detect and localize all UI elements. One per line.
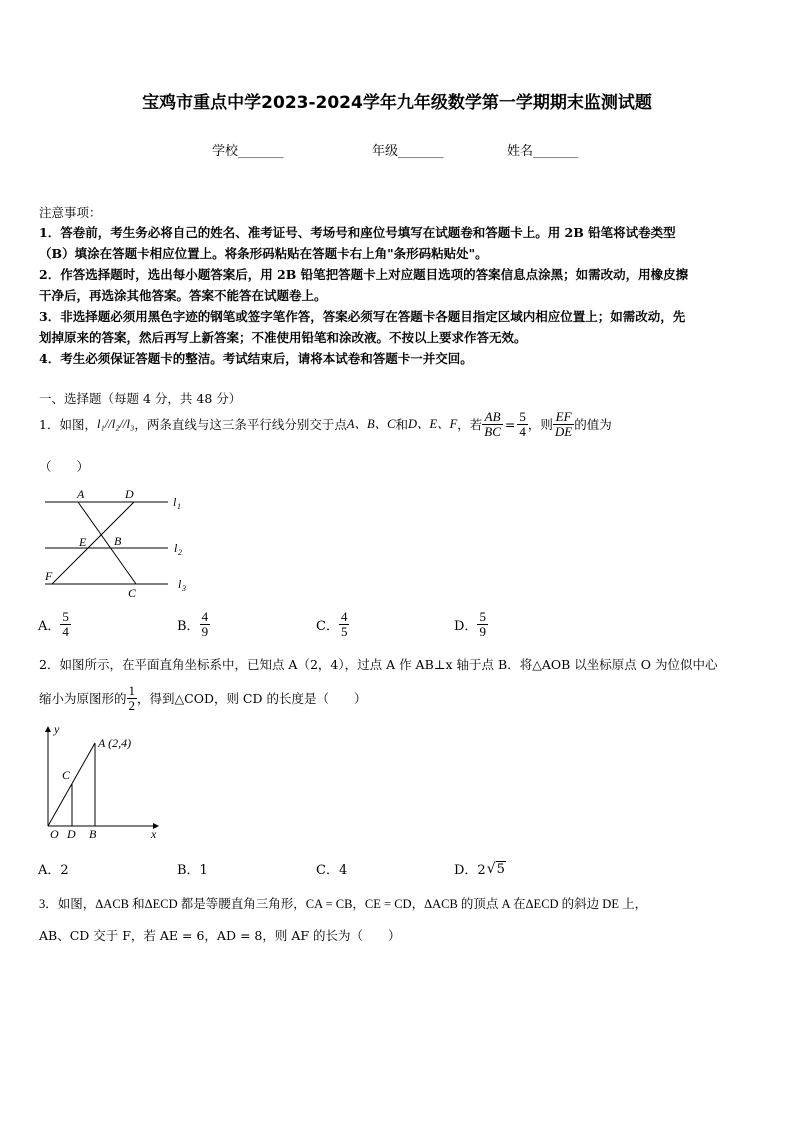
page-title: 宝鸡市重点中学2023-2024学年九年级数学第一学期期末监测试题 (142, 93, 652, 113)
q1-ask-fraction: $\frac{EF}{DE}$ (554, 409, 573, 439)
option-label: D． (454, 619, 478, 634)
option-fraction: $\frac{5}{4}$ (62, 609, 69, 639)
label-l2-sub: 2 (178, 548, 182, 557)
q2-option-c[interactable]: C．4 (316, 863, 348, 878)
label-d: D (125, 487, 134, 501)
option-label: B． (177, 619, 200, 634)
q2-option-d[interactable] (454, 859, 506, 878)
q1-text: 的值为 (574, 417, 612, 432)
q1-option-d[interactable] (454, 610, 488, 639)
label-x: x (151, 827, 157, 841)
section-heading: 一、选择题（每题 4 分，共 48 分） (39, 391, 242, 406)
q1-points: D、E、F (407, 417, 458, 431)
transversal-ac (78, 502, 136, 584)
q1-text: ，则 (527, 417, 553, 432)
option-fraction: $\frac{5}{9}$ (479, 609, 486, 639)
equals-sign: = (504, 417, 516, 432)
q2-text: ，得到△COD，则 CD 的长度是（ ） (137, 691, 367, 706)
label-a: A (77, 487, 85, 501)
label-b: B (114, 534, 122, 548)
name-field: 姓名_______ (507, 144, 579, 159)
label-l1: l (173, 495, 177, 509)
school-field: 学校_______ (212, 144, 284, 159)
notice-heading: 注意事项： (39, 205, 102, 220)
label-l2: l (174, 541, 178, 555)
question-3-stem-line1: 3．如图，ΔACB 和ΔECD 都是等腰直角三角形，CA = CB，CE = CD，ΔACB 的顶点 A 在ΔECD 的斜边 DE 上， (39, 897, 648, 911)
q2-option-a[interactable]: A．2 (38, 863, 69, 878)
q1-text: 和 (395, 417, 408, 432)
label-b: B (89, 827, 97, 841)
q1-text: ，若 (457, 417, 483, 432)
label-c: C (62, 768, 71, 782)
transversal-df (52, 502, 134, 584)
q1-option-c[interactable] (316, 610, 349, 639)
notice-line: 干净后，再选涂其他答案。答案不能答在试题卷上。 (39, 288, 327, 303)
label-d: D (67, 827, 76, 841)
q2-half-fraction: $\frac{1}{2}$ (128, 683, 136, 713)
label-l3: l (178, 577, 182, 591)
q2-option-b[interactable]: B．1 (177, 863, 208, 878)
q1-option-b[interactable] (177, 610, 210, 639)
option-label: D．2 (454, 863, 486, 878)
q1-parallel-lines: l₁//l₂//l₃ (96, 417, 135, 431)
label-y: y (54, 723, 60, 736)
option-label: C． (316, 619, 339, 634)
option-label: A． (38, 619, 61, 634)
q1-value-fraction: $\frac{5}{4}$ (519, 409, 526, 439)
q1-option-a[interactable] (38, 610, 71, 639)
radicand: 5 (496, 861, 505, 877)
label-o: O (50, 827, 59, 841)
label-l3-sub: 3 (182, 584, 186, 593)
question-2-stem-line1: 2．如图所示，在平面直角坐标系中，已知点 A（2，4），过点 A 作 AB⊥x 轴于点 B．将△AOB 以坐标原点 O 为位似中心 (39, 657, 718, 672)
label-l1-sub: 1 (177, 502, 181, 511)
grade-field: 年级_______ (372, 144, 444, 159)
q1-answer-paren: （ ） (39, 459, 90, 474)
notice-line: 3．非选择题必须用黑色字迹的钢笔或签字笔作答，答案必须写在答题卡各题目指定区域内相应位置上；如需改动，先 (39, 309, 686, 324)
notice-line: （B）填涂在答题卡相应位置上。将条形码粘贴在答题卡右上角"条形码粘贴处"。 (39, 246, 488, 261)
q1-text: ，两条直线与这三条平行线分别交于点 (134, 417, 347, 432)
label-a: A (2,4) (98, 736, 132, 750)
question-3-stem-line2: AB、CD 交于 F，若 AE = 6，AD = 8，则 AF 的长为（ ） (39, 928, 401, 943)
q2-text: 缩小为原图形的 (39, 691, 127, 706)
question-1-stem (39, 410, 612, 439)
q1-points: A、B、C (346, 417, 396, 431)
option-fraction: $\frac{4}{5}$ (340, 609, 348, 639)
q2-figure (38, 723, 168, 841)
option-fraction: $\frac{4}{9}$ (201, 609, 209, 639)
notice-line: 2．作答选择题时，选出每小题答案后，用 2B 铅笔把答题卡上对应题目选项的答案信息点涂黑；如需改动，用橡皮擦 (39, 267, 689, 282)
label-e: E (79, 535, 87, 549)
notice-line: 划掉原来的答案，然后再写上新答案；不准使用铅笔和涂改液。不按以上要求作答无效。 (39, 330, 527, 345)
notice-line: 1．答卷前，考生务必将自己的姓名、准考证号、考场号和座位号填写在试题卷和答题卡上。用 2B 铅笔将试卷类型 (39, 225, 676, 240)
question-2-stem-line2 (39, 684, 367, 713)
q1-given-fraction: $\frac{AB}{BC}$ (484, 409, 501, 439)
notice-line: 4．考生必须保证答题卡的整洁。考试结束后，请将本试卷和答题卡一并交回。 (39, 351, 473, 366)
label-f: F (45, 569, 53, 583)
label-c: C (128, 586, 137, 600)
q1-prefix: 1．如图， (39, 417, 97, 432)
q1-figure (40, 484, 200, 602)
radical-sign-icon: √ (486, 860, 496, 877)
